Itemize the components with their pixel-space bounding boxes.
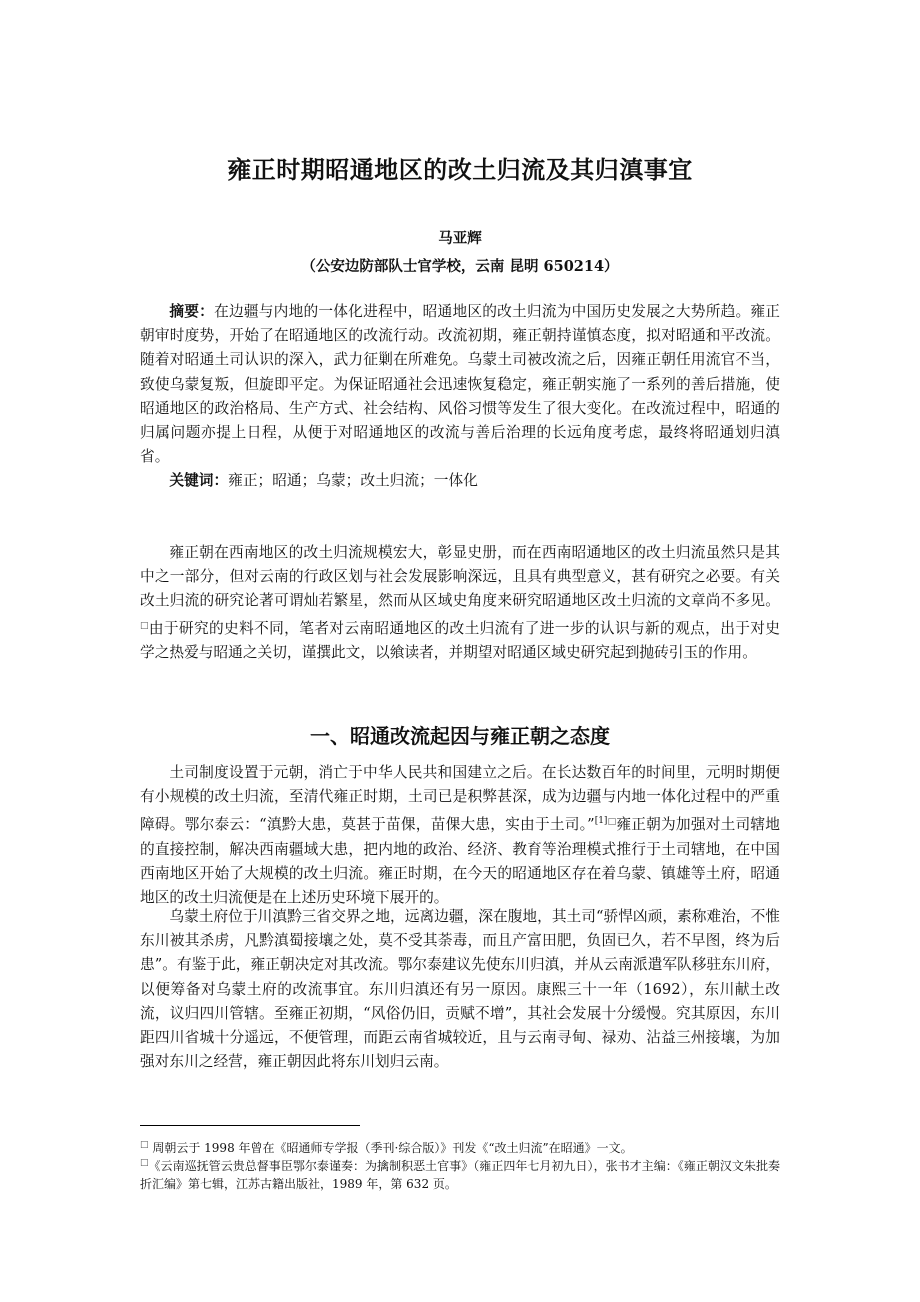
section1-paragraph-2 (140, 905, 780, 1074)
keywords-paragraph (140, 469, 780, 493)
section1-paragraph-1 (140, 761, 780, 910)
section-heading-1: 一、昭通改流起因与雍正朝之态度 (310, 724, 610, 748)
abstract-paragraph (140, 300, 780, 469)
intro-text-part1: 雍正朝在西南地区的改土归流规模宏大，彰显史册，而在西南昭通地区的改土归流虽然只是其中之一部分，但对云南的行政区划与社会发展影响深远，且具有典型意义，甚有研究之必要。有关改土归流的研究论著可谓灿若繁星，然而从区域史角度来研究昭通地区改土归流的文章尚不多见。 (140, 544, 780, 610)
author-affiliation: （公安边防部队士官学校，云南 昆明 650214） (301, 258, 619, 275)
footnote-1-mark: □ (140, 1140, 149, 1150)
footnote-marker-2[interactable]: □ (607, 817, 617, 828)
footnote-marker-1[interactable]: □ (140, 620, 149, 631)
section1-p1-part1: 土司制度设置于元朝，消亡于中华人民共和国建立之后。在长达数百年的时间里，元明时期便有小规模的改土归流，至清代雍正时期，土司已是积弊甚深，成为边疆与内地一体化过程中的严重障碍。鄂尔泰云：“滇黔大患，莫甚于苗倮，苗倮大患，实由于土司。” (140, 764, 780, 834)
abstract-text: 在边疆与内地的一体化进程中，昭通地区的改土归流为中国历史发展之大势所趋。雍正朝审时度势，开始了在昭通地区的改流行动。改流初期，雍正朝持谨慎态度，拟对昭通和平改流。随着对昭通土司认识的深入，武力征剿在所难免。乌蒙土司被改流之后，因雍正朝任用流官不当，致使乌蒙复叛，但旋即平定。为保证昭通社会迅速恢复稳定，雍正朝实施了一系列的善后措施，使昭通地区的政治格局、生产方式、社会结构、风俗习惯等发生了很大变化。在改流过程中，昭通的归属问题亦提上日程，从便于对昭通地区的改流与善后治理的长远角度考虑，最终将昭通划归滇省。 (140, 303, 780, 466)
keywords-label: 关键词： (169, 472, 229, 489)
abstract-label: 摘要： (169, 303, 215, 320)
footnote-divider (140, 1125, 360, 1126)
intro-text-part2: 由于研究的史料不同，笔者对云南昭通地区的改土归流有了进一步的认识与新的观点，出于对史学之热爱与昭通之关切，谨撰此文，以飨读者，并期望对昭通区域史研究起到抛砖引玉的作用。 (140, 619, 780, 661)
paper-title: 雍正时期昭通地区的改土归流及其归滇事宜 (227, 155, 693, 184)
keywords-text: 雍正；昭通；乌蒙；改土归流；一体化 (228, 472, 478, 489)
footnote-2-text: 《云南巡抚管云贵总督事臣鄂尔泰谨奏：为擒制积恶土官事》（雍正四年七月初九日），张书才主编：《雍正朝汉文朱批奏折汇编》第七辑，江苏古籍出版社，1989 年，第 632 页。 (140, 1159, 780, 1191)
footnote-1-text: 周朝云于 1998 年曾在《昭通师专学报（季刊·综合版）》刊发《“改土归流”在昭通》一文。 (152, 1141, 633, 1155)
footnote-2 (140, 1154, 780, 1193)
footnote-2-mark: □ (140, 1158, 149, 1168)
section1-p2-text: 乌蒙土府位于川滇黔三省交界之地，远离边疆，深在腹地，其土司“骄悍凶顽，素称难治，不惟东川被其杀虏，凡黔滇蜀接壤之处，莫不受其荼毒，而且产富田肥，负固已久，若不早图，终为后患”。有鉴于此，雍正朝决定对其改流。鄂尔泰建议先使东川归滇，并从云南派遣军队移驻东川府，以便筹备对乌蒙土府的改流事宜。东川归滇还有另一原因。康熙三十一年（1692），东川献土改流，议归四川管辖。至雍正初期，“风俗仍旧，贡赋不增”，其社会发展十分缓慢。究其原因，东川距四川省城十分遥远，不便管理，而距云南省城较近，且与云南寻甸、禄劝、沾益三州接壤，为加强对东川之经营，雍正朝因此将东川划归云南。 (140, 908, 780, 1071)
author-name: 马亚辉 (438, 230, 482, 247)
reference-1-link[interactable]: [1] (594, 816, 608, 827)
intro-paragraph (140, 541, 780, 665)
section1-p1-part2: 雍正朝为加强对土司辖地的直接控制，解决西南疆域大患，把内地的政治、经济、教育等治理模式推行于土司辖地，在中国西南地区开始了大规模的改土归流。雍正时期，在今天的昭通地区存在着乌蒙、镇雄等土府，昭通地区的改土归流便是在上述历史环境下展开的。 (140, 816, 780, 907)
